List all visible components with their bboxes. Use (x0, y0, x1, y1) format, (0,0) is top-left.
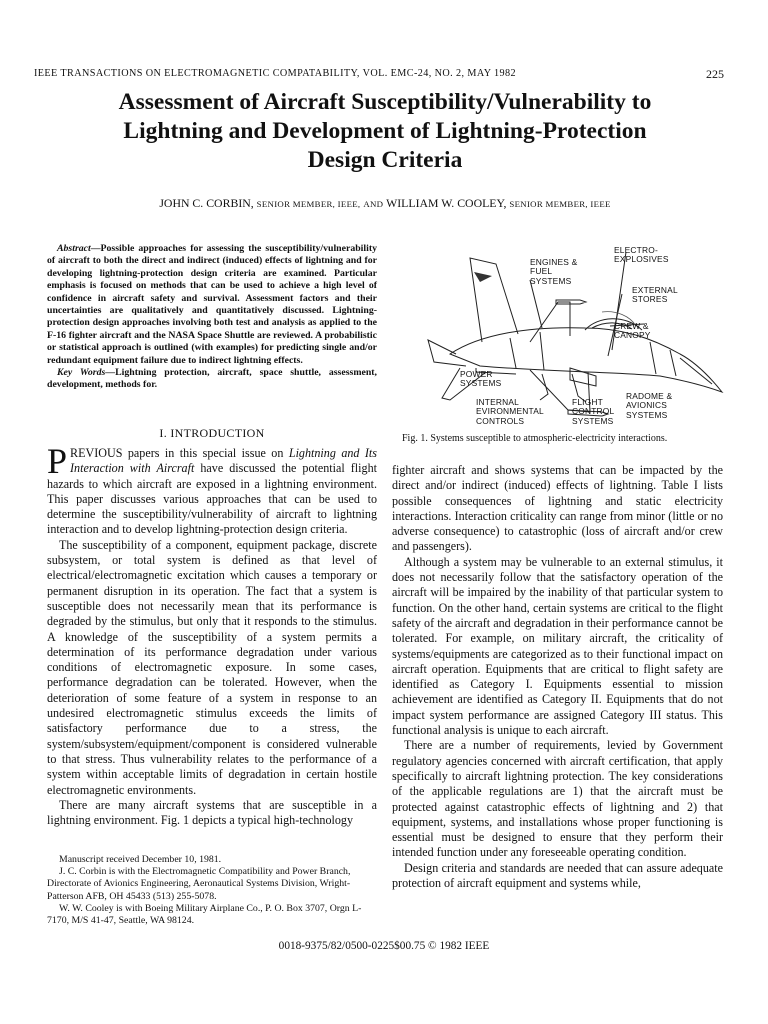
keywords-text: —Lightning protection, aircraft, space shuttle, assessment, development, methods for. (47, 367, 377, 391)
paper-title (40, 88, 730, 175)
figure-1 (420, 242, 730, 432)
author-and: AND (363, 199, 384, 209)
author-2: WILLIAM W. COOLEY, (386, 196, 507, 210)
drop-cap: P (47, 441, 68, 481)
intro-paragraph-1 (47, 441, 378, 538)
author-line (40, 196, 730, 211)
label-electro-explosives: ELECTRO- EXPLOSIVES (614, 245, 669, 265)
label-flight-control: FLIGHT CONTROL SYSTEMS (572, 397, 615, 426)
right-paragraph-1: fighter aircraft and shows systems that can be impacted by the direct and/or indirect (induced) effects of lightning. Table I lists possible consequences of lightning and static electricity interactions. Interaction criticality can range from minor (little or no adverse consequence) to catastrophic (loss of aircraft and/or crew and passengers). (392, 463, 723, 554)
footnote-corbin: J. C. Corbin is with the Electromagnetic Compatibility and Power Branch, Directorate of Avionics Engineering, Aeronautical Systems Division, Wright-Patterson AFB, OH 45433 (513) 255-5078. (47, 866, 351, 902)
left-column-body (47, 441, 378, 828)
title-line-3: Design Criteria (307, 147, 463, 173)
label-power-systems: POWER SYSTEMS (460, 369, 502, 389)
figure-1-caption: Fig. 1. Systems susceptible to atmospheric-electricity interactions. (402, 433, 668, 444)
intro-paragraph-3: There are many aircraft systems that are susceptible in a lightning environment. Fig. 1 depicts a typical high-technology (47, 797, 377, 828)
abstract-text: —Possible approaches for assessing the susceptibility/vulnerability of aircraft to both the direct and indirect (induced) effects of lightning and for developing lightning-protection design criteria are examined. Particular emphasis is focused on methods that can be used to achieve a high level of confidence in aircraft safety and survival. Assessment factors and their uncertainties are qualitatively and quantitatively discussed. Lightning-protection design approaches involving both test and analysis as applied to the F-16 fighter aircraft and the NASA Space Shuttle are reviewed. A probabilistic or statistical approach is outlined (with examples) for predicting single and/or redundant equipment failure due to indirect lightning effects. (47, 243, 377, 366)
title-line-1: Assessment of Aircraft Susceptibility/Vulnerability to (118, 89, 652, 115)
intro-paragraph-2: The susceptibility of a component, equipment package, discrete subsystem, or total system is defined as that level of electrical/electromagnetic excitation which causes a temporary or permanent disruption in its operation. The fact that a system is susceptible does not necessarily mean that its performance is degraded by the stimulus, but only that it responds to the stimulus. A knowledge of the susceptibility of a system permits a determination of its performance degradation under various conditions of electromagnetic exposure. In some cases, performance degradation can be tolerated. However, when the deterioration of some feature of a system in response to an undesired electromagnetic stimulus exceeds the limits of satisfactory performance due to a stress, the system/subsystem/equipment/component is considered vulnerable to that stress. Thus vulnerability relates to the performance of a system within acceptable limits of degradation in certain hostile electromagnetic environments. (47, 537, 377, 797)
right-column-body (392, 463, 723, 891)
footnote-cooley: W. W. Cooley is with Boeing Military Airplane Co., P. O. Box 3707, Orgn L-7170, M/S 41-47, Seattle, WA 98124. (47, 902, 362, 927)
intro-p1-text-b: have discussed the potential flight hazards to which aircraft are exposed in a lightning environment. This paper discusses various approaches that can be used to determine the susceptibility/vulnerability of aircraft to lightning interaction and to develop lightning-protection design criteria. (47, 461, 377, 537)
journal-name: IEEE TRANSACTIONS ON ELECTROMAGNETIC COMPATABILITY, VOL. EMC-24, NO. 2, MAY 1982 (34, 68, 516, 79)
label-crew-canopy: CREW & CANOPY (614, 321, 651, 341)
page-number: 225 (706, 67, 724, 81)
copyright-code: 0018-9375/82/0500-0225$00.75 © 1982 IEEE (278, 940, 490, 952)
abstract-label: Abstract (57, 243, 91, 254)
running-header (34, 68, 724, 79)
author-2-grade: SENIOR MEMBER, IEEE (509, 199, 611, 209)
right-paragraph-2: Although a system may be vulnerable to an external stimulus, it does not necessarily follow that the satisfactory operation of the aircraft will be impaired by the inability of that particular system to function. On the other hand, certain systems are critical to the flight safety of the aircraft and degradation in their performance cannot be tolerated. For example, on military aircraft, the criticality of systems/equipments are categorized as to their functional impact on aircraft operation. Equipments that are critical to flight safety are identified as Category I. Equipments essential to mission achievement are identified as Category II. Equipments that do not impact system performance are assigned Category III status. This functional analysis is unique to each aircraft. (392, 554, 723, 738)
right-paragraph-4: Design criteria and standards are needed that can assure adequate protection of aircraft equipment and systems while, (392, 860, 723, 891)
label-environmental-controls: INTERNAL EVIRONMENTAL CONTROLS (476, 397, 544, 426)
right-paragraph-3: There are a number of requirements, levied by Government regulatory agencies concerned with aircraft certification, that apply specifically to aircraft lightning protection. The key considerations of the applicable regulations are 1) that the aircraft must be protected against catastrophic effects of lightning and 2) that equipment, systems, and installations whose proper functioning is essential must be designed to ensure that they perform their intended function under any foreseeable operating condition. (392, 738, 723, 860)
author-1: JOHN C. CORBIN, (159, 196, 254, 210)
footnote-received: Manuscript received December 10, 1981. (59, 854, 222, 865)
label-radome-avionics: RADOME & AVIONICS SYSTEMS (626, 391, 673, 420)
label-external-stores: EXTERNAL STORES (632, 285, 678, 305)
keywords-paragraph (47, 367, 377, 392)
keywords-label: Key Words (57, 367, 106, 379)
abstract-paragraph (47, 243, 377, 367)
author-1-grade: SENIOR MEMBER, IEEE, (256, 199, 361, 209)
title-line-2: Lightning and Development of Lightning-Protection (123, 118, 647, 144)
footnotes (47, 854, 377, 927)
abstract (47, 243, 377, 392)
intro-p1-text-a: REVIOUS papers in this special issue on (70, 446, 289, 460)
label-engines-fuel: ENGINES & FUEL SYSTEMS (530, 257, 578, 286)
section-heading-introduction: I. INTRODUCTION (159, 426, 265, 440)
intro-p1-italic: Lightning and Its Interaction with Aircraft (70, 446, 378, 476)
